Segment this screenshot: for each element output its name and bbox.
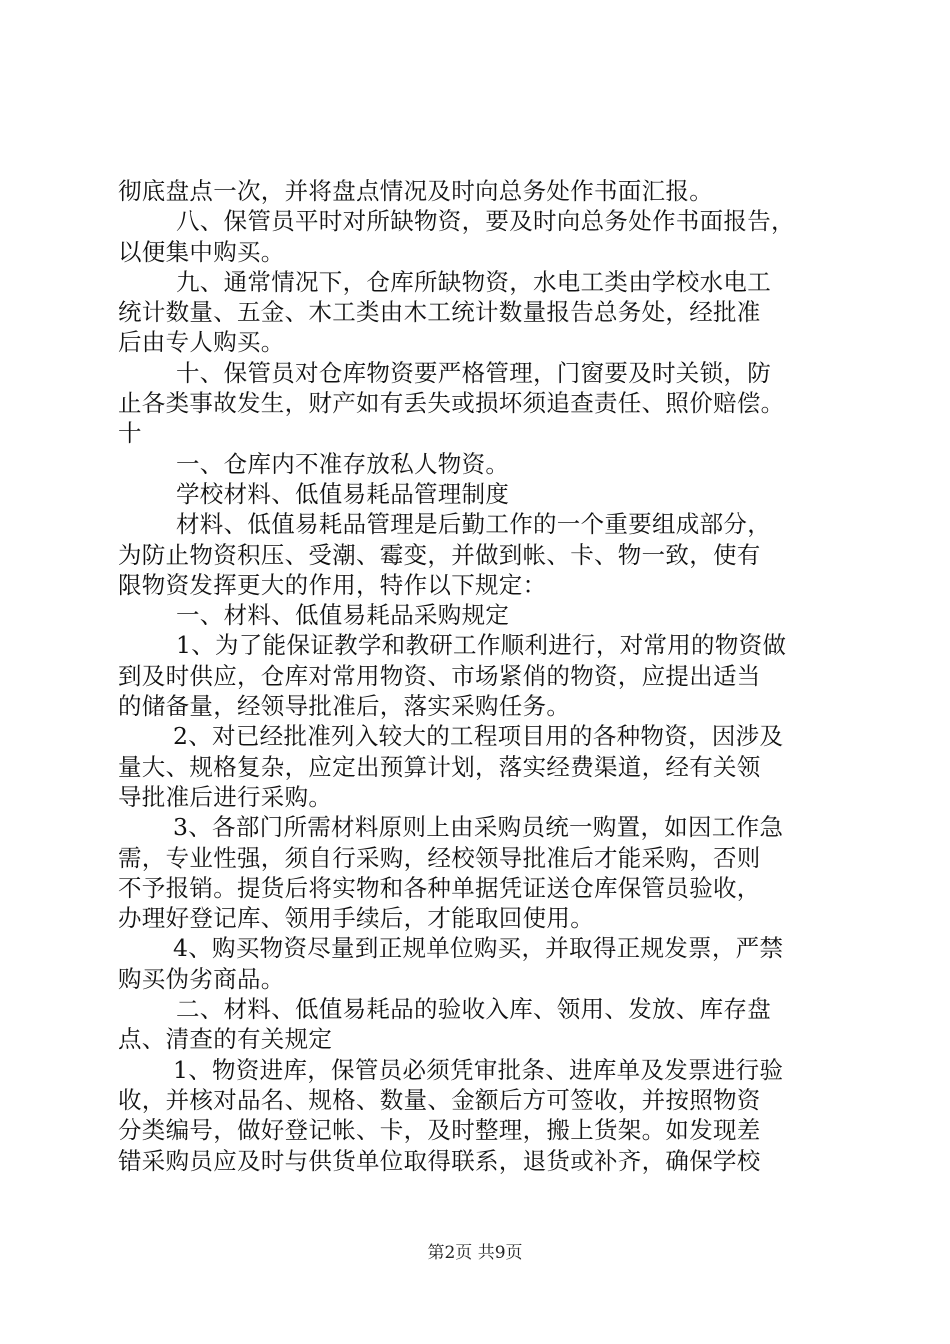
text-line: 4、购买物资尽量到正规单位购买，并取得正规发票，严禁 bbox=[173, 934, 784, 963]
text-line: 3、各部门所需材料原则上由采购员统一购置，如因工作急 bbox=[173, 813, 784, 842]
text-line: 购买伪劣商品。 bbox=[118, 964, 285, 993]
text-line: 需，专业性强，须自行采购，经校领导批准后才能采购，否则 bbox=[118, 843, 761, 872]
text-line: 彻底盘点一次，并将盘点情况及时向总务处作书面汇报。 bbox=[118, 177, 713, 205]
page-number-footer: 第2页 共9页 bbox=[427, 1243, 523, 1263]
text-line: 1、为了能保证教学和教研工作顺利进行，对常用的物资做 bbox=[176, 631, 787, 660]
text-line: 限物资发挥更大的作用，特作以下规定： bbox=[118, 570, 547, 599]
text-line: 不予报销。提货后将实物和各种单据凭证送仓库保管员验收， bbox=[118, 873, 761, 902]
subsection-heading: 一、材料、低值易耗品采购规定 bbox=[176, 601, 510, 630]
text-line: 止各类事故发生，财产如有丢失或损坏须追查责任、照价赔偿。 bbox=[118, 389, 785, 418]
text-line: 1、物资进库，保管员必须凭审批条、进库单及发票进行验 bbox=[173, 1055, 784, 1084]
text-line: 十、保管员对仓库物资要严格管理，门窗要及时关锁，防 bbox=[176, 358, 771, 387]
text-line: 为防止物资积压、受潮、霉变，并做到帐、卡、物一致，使有 bbox=[118, 540, 761, 569]
text-line: 九、通常情况下，仓库所缺物资，水电工类由学校水电工 bbox=[176, 267, 771, 296]
subsection-heading: 二、材料、低值易耗品的验收入库、领用、发放、库存盘 bbox=[176, 995, 771, 1024]
text-line: 收，并核对品名、规格、数量、金额后方可签收，并按照物资 bbox=[118, 1085, 761, 1114]
text-line: 到及时供应，仓库对常用物资、市场紧俏的物资，应提出适当 bbox=[118, 661, 761, 690]
text-line: 材料、低值易耗品管理是后勤工作的一个重要组成部分， bbox=[176, 510, 771, 539]
text-line: 八、保管员平时对所缺物资，要及时向总务处作书面报告， bbox=[176, 207, 795, 236]
text-line: 的储备量，经领导批准后，落实采购任务。 bbox=[118, 692, 571, 721]
text-line: 量大、规格复杂，应定出预算计划，落实经费渠道，经有关领 bbox=[118, 752, 761, 781]
text-line: 分类编号，做好登记帐、卡，及时整理，搬上货架。如发现差 bbox=[118, 1116, 761, 1145]
text-line: 错采购员应及时与供货单位取得联系，退货或补齐，确保学校 bbox=[118, 1146, 761, 1175]
text-line: 以便集中购买。 bbox=[118, 237, 285, 266]
text-line: 十 bbox=[118, 419, 142, 448]
text-line: 统计数量、五金、木工类由木工统计数量报告总务处，经批准 bbox=[118, 298, 761, 327]
text-line: 点、清查的有关规定 bbox=[118, 1025, 333, 1054]
document-body bbox=[118, 176, 842, 1176]
text-line: 办理好登记库、领用手续后，才能取回使用。 bbox=[118, 904, 594, 933]
section-heading: 学校材料、低值易耗品管理制度 bbox=[176, 479, 510, 508]
text-line: 导批准后进行采购。 bbox=[118, 782, 333, 811]
text-line: 一、仓库内不准存放私人物资。 bbox=[176, 449, 510, 478]
text-line: 2、对已经批准列入较大的工程项目用的各种物资，因涉及 bbox=[173, 722, 784, 751]
text-line: 后由专人购买。 bbox=[118, 328, 285, 357]
